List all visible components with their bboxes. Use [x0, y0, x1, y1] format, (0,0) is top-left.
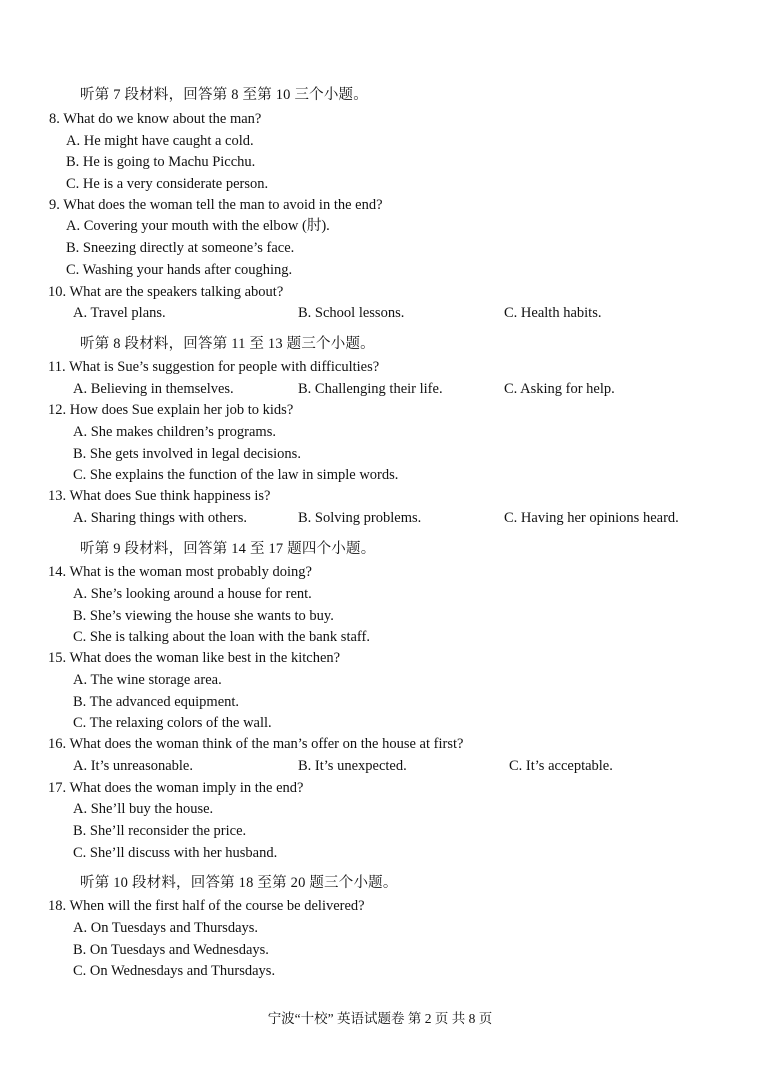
option-c: C. Washing your hands after coughing.: [66, 262, 293, 278]
option-c: C. He is a very considerate person.: [66, 176, 269, 192]
option-c: C. She’ll discuss with her husband.: [73, 845, 278, 861]
option-c: C. Health habits.: [504, 305, 602, 321]
option-c: C. She is talking about the loan with the bank staff.: [73, 629, 370, 645]
option-b: B. It’s unexpected.: [298, 758, 407, 774]
question-stem: 12. How does Sue explain her job to kids?: [48, 402, 294, 418]
section-heading: 听第 8 段材料，回答第 11 至 13 题三个小题。: [80, 336, 375, 352]
option-a: A. Covering your mouth with the elbow (肘).: [66, 218, 330, 234]
question-stem: 11. What is Sue’s suggestion for people with difficulties?: [48, 359, 380, 375]
section-heading: 听第 7 段材料，回答第 8 至第 10 三个小题。: [80, 87, 368, 103]
section-heading: 听第 10 段材料，回答第 18 至第 20 题三个小题。: [80, 875, 398, 891]
option-b: B. On Tuesdays and Wednesdays.: [73, 942, 269, 958]
question-stem: 16. What does the woman think of the man’s offer on the house at first?: [48, 736, 464, 752]
option-b: B. Challenging their life.: [298, 381, 443, 397]
question-stem: 10. What are the speakers talking about?: [48, 284, 284, 300]
option-b: B. Solving problems.: [298, 510, 422, 526]
question-stem: 9. What does the woman tell the man to avoid in the end?: [49, 197, 383, 213]
page-footer: 宁波“十校” 英语试题卷 第 2 页 共 8 页: [267, 1011, 493, 1026]
option-a: A. Sharing things with others.: [73, 510, 247, 526]
option-c: C. The relaxing colors of the wall.: [73, 715, 272, 731]
option-a: A. He might have caught a cold.: [66, 133, 254, 149]
option-c: C. On Wednesdays and Thursdays.: [73, 963, 276, 979]
option-a: A. Travel plans.: [73, 305, 166, 321]
option-a: A. The wine storage area.: [73, 672, 222, 688]
option-b: B. The advanced equipment.: [73, 694, 240, 710]
option-c: C. Having her opinions heard.: [504, 510, 679, 526]
option-b: B. School lessons.: [298, 305, 405, 321]
option-a: A. On Tuesdays and Thursdays.: [73, 920, 259, 936]
section-heading: 听第 9 段材料，回答第 14 至 17 题四个小题。: [80, 541, 376, 557]
question-stem: 14. What is the woman most probably doing?: [48, 564, 312, 580]
option-a: A. Believing in themselves.: [73, 381, 234, 397]
option-c: C. It’s acceptable.: [509, 758, 613, 774]
option-a: A. She makes children’s programs.: [73, 424, 276, 440]
question-stem: 13. What does Sue think happiness is?: [48, 488, 271, 504]
option-a: A. It’s unreasonable.: [73, 758, 193, 774]
question-stem: 17. What does the woman imply in the end?: [48, 780, 304, 796]
option-a: A. She’ll buy the house.: [73, 801, 214, 817]
question-stem: 8. What do we know about the man?: [49, 111, 262, 127]
option-b: B. She’s viewing the house she wants to buy.: [73, 608, 334, 624]
option-c: C. She explains the function of the law in simple words.: [73, 467, 399, 483]
option-a: A. She’s looking around a house for rent.: [73, 586, 312, 602]
option-b: B. She gets involved in legal decisions.: [73, 446, 301, 462]
question-stem: 15. What does the woman like best in the kitchen?: [48, 650, 341, 666]
question-stem: 18. When will the first half of the course be delivered?: [48, 898, 365, 914]
option-b: B. She’ll reconsider the price.: [73, 823, 247, 839]
option-c: C. Asking for help.: [504, 381, 615, 397]
option-b: B. He is going to Machu Picchu.: [66, 154, 256, 170]
option-b: B. Sneezing directly at someone’s face.: [66, 240, 295, 256]
